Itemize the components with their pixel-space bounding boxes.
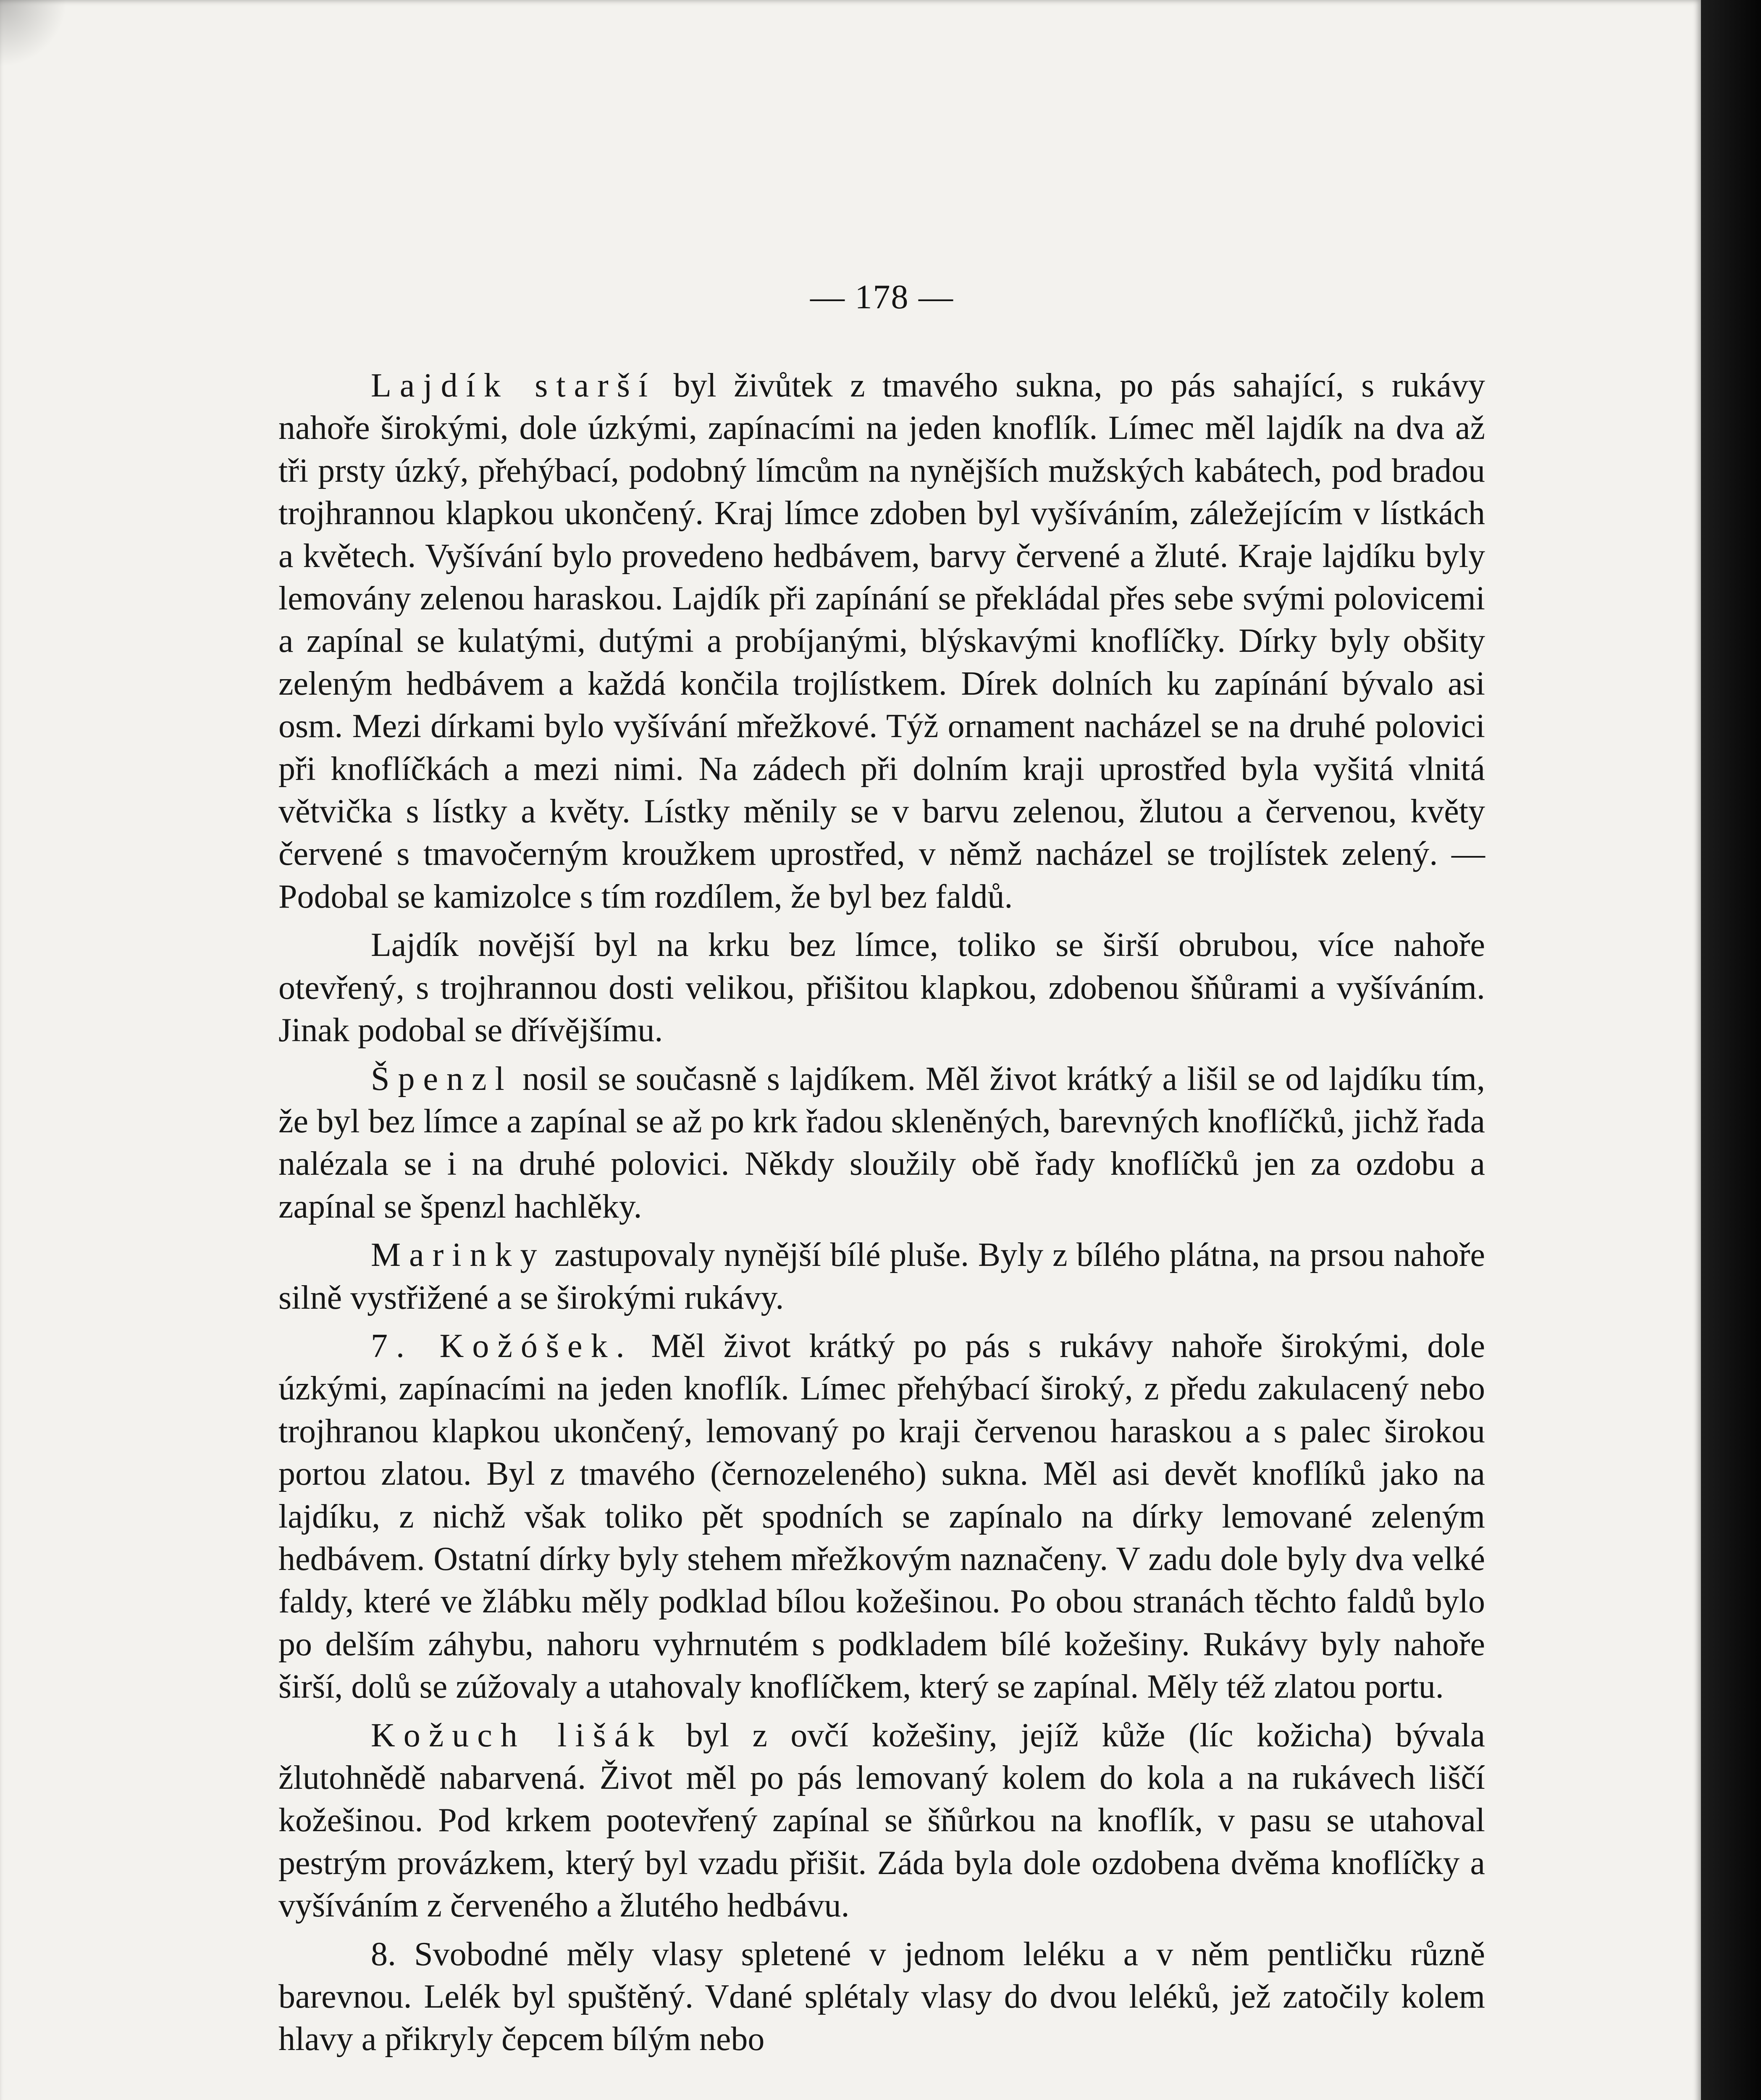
paragraph-kozosek: [278, 1325, 1485, 1709]
paragraph-text: Měl život krátký po pás s rukávy nahoře širokými, dole úzkými, zapínacími na jeden knoflík. Límec přehýbací široký, z předu zakulacený nebo trojhranou klapkou ukončený, lemovaný po kraji červenou haraskou a s palec širokou portou zlatou. Byl z tmavého (černozeleného) sukna. Měl asi devět knoflíků jako na lajdíku, z nichž však toliko pět spodních se zapínalo na dírky lemované zeleným hedbávem. Ostatní dírky byly stehem mřežkovým naznačeny. V zadu dole byly dva velké faldy, které ve žlábku měly podklad bílou kožešinou. Po obou stranách těchto faldů bylo po delším záhybu, nahoru vyhrnutém s podkladem bílé kožešiny. Rukávy byly nahoře širší, dolů se zúžovaly a utahovaly knoflíčkem, který se zapínal. Měly též zlatou portu.: [278, 1327, 1485, 1706]
term-lajdik-starsi: Lajdík starší: [371, 367, 656, 404]
page-edge-shadow: [1701, 0, 1761, 2100]
term-marinky: Marinky: [371, 1236, 546, 1274]
term-kozuch-lisak: Kožuch lišák: [371, 1717, 663, 1754]
paragraph-kozuch-lisak: [278, 1714, 1485, 1927]
paragraph-text: zastupovaly nynější bílé pluše. Byly z bílého plátna, na prsou nahoře silně vystřižené a se širokými rukávy.: [278, 1236, 1485, 1316]
term-spenzl: Špenzl: [371, 1060, 513, 1097]
paragraph-text: byl z ovčí kožešiny, jejíž kůže (líc kožicha) bývala žlutohnědě nabarvená. Život měl po pás lemovaný kolem do kola a na rukávech liščí kožešinou. Pod krkem pootevřený zapínal se šňůrkou na knoflík, v pasu se utahoval pestrým provázkem, který byl vzadu přišit. Záda byla dole ozdobena dvěma knoflíčky a vyšíváním z červeného a žlutého hedbávu.: [278, 1717, 1485, 1924]
term-kozosek: 7. Kožóšek.: [371, 1327, 633, 1365]
paragraph-vlasy: [278, 1933, 1485, 2061]
paragraph-text: byl živůtek z tmavého sukna, po pás sahající, s rukávy nahoře širokými, dole úzkými, zapínacími na jeden knoflík. Límec měl lajdík na dva až tři prsty úzký, přehýbací, podobný límcům na nynějších mužských kabátech, pod bradou trojhrannou klapkou ukončený. Kraj límce zdoben byl vyšíváním, záležejícím v lístkách a květech. Vyšívání bylo provedeno hedbávem, barvy červené a žluté. Kraje lajdíku byly lemovány zelenou haraskou. Lajdík při zapínání se překládal přes sebe svými polovicemi a zapínal se kulatými, dutými a probíjanými, blýskavými knoflíčky. Dírky byly obšity zeleným hedbávem a každá končila trojlístkem. Dírek dolních ku zapínání bývalo asi osm. Mezi dírkami bylo vyšívání mřežkové. Týž ornament nacházel se na druhé polovici při knoflíčkách a mezi nimi. Na zádech při dolním kraji uprostřed byla vyšitá vlnitá větvička s lístky a květy. Lístky měnily se v barvu zelenou, žlutou a červenou, květy červené s tmavočerným kroužkem uprostřed, v němž nacházel se trojlístek zelený. — Podobal se kamizolce s tím rozdílem, že byl bez faldů.: [278, 367, 1485, 915]
paragraph-spenzl: [278, 1058, 1485, 1228]
page-number: — 178 —: [810, 278, 954, 316]
paragraph-text: Lajdík novější byl na krku bez límce, toliko se širší obrubou, více nahoře otevřený, s trojhrannou dosti velikou, přišitou klapkou, zdobenou šňůrami a vyšíváním. Jinak podobal se dřívějšímu.: [278, 927, 1485, 1049]
corner-stain: [0, 0, 67, 67]
paragraph-lajdik-starsi: [278, 365, 1485, 918]
paragraph-marinky: [278, 1234, 1485, 1319]
paragraph-lajdik-novejsi: [278, 924, 1485, 1052]
body-text: [278, 365, 1485, 2067]
paragraph-text: 8. Svobodné měly vlasy spletené v jednom leléku a v něm pentličku různě barevnou. Lelék byl spuštěný. Vdané splétaly vlasy do dvou leléků, jež zatočily kolem hlavy a přikryly čepcem bílým nebo: [278, 1935, 1485, 2058]
paragraph-text: nosil se současně s lajdíkem. Měl život krátký a lišil se od lajdíku tím, že byl bez límce a zapínal se až po krk řadou skleněných, barevných knoflíčků, jichž řada nalézala se i na druhé polovici. Někdy sloužily obě řady knoflíčků jen za ozdobu a zapínal se špenzl hachlěky.: [278, 1060, 1485, 1225]
